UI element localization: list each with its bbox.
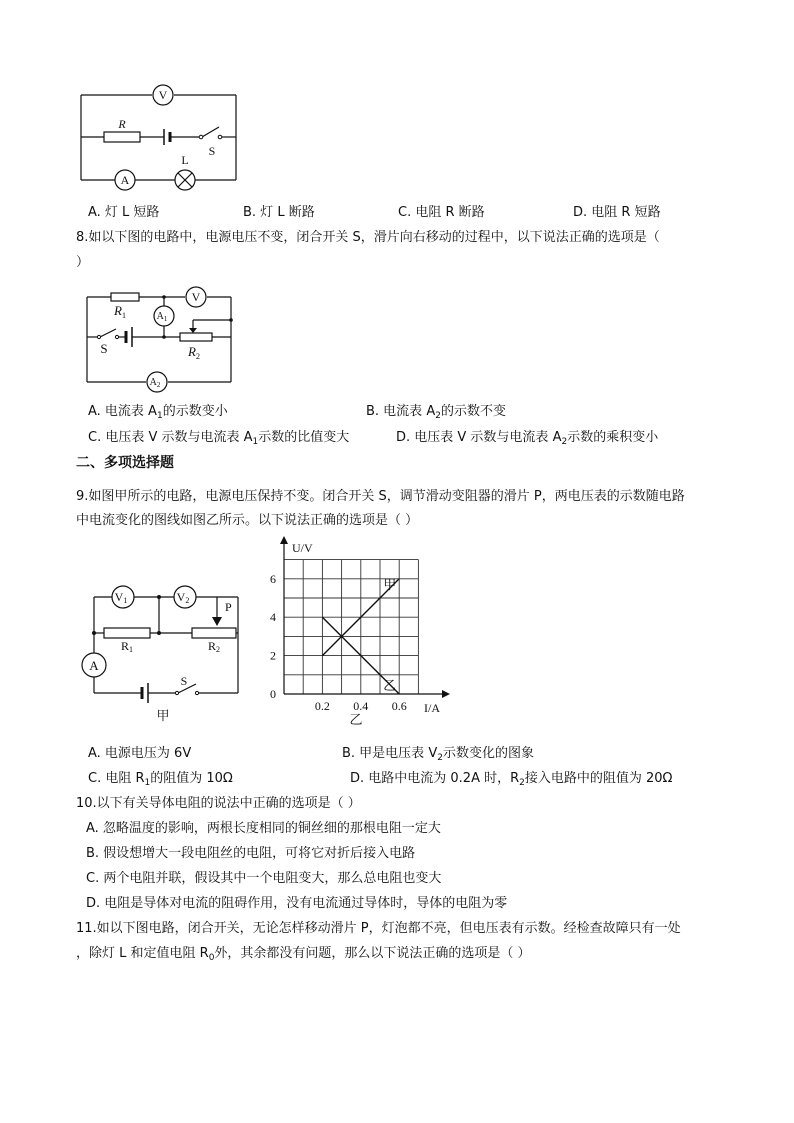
q9-option-a: A. 电源电压为 6V: [88, 746, 192, 761]
q10-stem: 10.以下有关导体电阻的说法中正确的选项是（ ）: [76, 796, 361, 811]
q8-voltmeter-label: V: [191, 290, 201, 304]
q8-switch-label: S: [100, 341, 108, 356]
chart-caption: 乙: [349, 713, 363, 728]
y-axis-arrow: [280, 536, 288, 544]
q8-r2-label: $R_2$: [188, 344, 200, 361]
q9-graph: [270, 536, 450, 728]
q11-stem-line1: 11.如以下图电路，闭合开关，无论怎样移动滑片 P，灯泡都不亮，但电压表有示数。经检查故障只有一处: [76, 921, 681, 936]
q9-circuit-caption: 甲: [156, 709, 170, 724]
q9-ammeter-label: A: [89, 658, 99, 673]
x-tick-label: 0.4: [353, 699, 369, 713]
q9-stem-line2: 中电流变化的图线如图乙所示。以下说法正确的选项是（ ）: [76, 513, 419, 528]
q7-option-b: B. 灯 L 断路: [243, 205, 315, 220]
q10-option-a: A. 忽略温度的影响，两根长度相同的铜丝细的那根电阻一定大: [86, 821, 441, 836]
q9-stem-line1: 9.如图甲所示的电路，电源电压保持不变。闭合开关 S，调节滑动变阻器的滑片 P，两电压表的示数随电路: [76, 489, 685, 504]
q8-option-c: C. 电压表 V 示数与电流表 $A_1$示数的比值变大: [88, 430, 350, 447]
y-tick-label: 2: [270, 648, 276, 663]
q9-option-d: D. 电路中电流为 0.2A 时，$R_2$接入电路中的阻值为 20Ω: [350, 771, 673, 788]
q8-stem-line1: 8.如以下图的电路中，电源电压不变，闭合开关 S，滑片向右移动的过程中，以下说法正确的选项是（: [76, 230, 660, 245]
x-axis-arrow: [442, 690, 450, 698]
q8-option-b: B. 电流表 $A_2$的示数不变: [366, 404, 506, 421]
x-tick-label: 0.2: [314, 699, 330, 713]
q7-voltmeter-label: V: [158, 88, 168, 102]
q8-stem-line2: ）: [76, 255, 90, 270]
series-label-yi: 乙: [383, 679, 397, 694]
q8-option-a: A. 电流表 $A_1$的示数变小: [88, 404, 228, 421]
y-axis-label: U/V: [292, 541, 313, 555]
q7-lamp-label: L: [181, 153, 189, 167]
y-tick-label: 0: [270, 687, 276, 701]
q7-resistor-label: R: [118, 117, 126, 131]
q10-option-d: D. 电阻是导体对电流的阻碍作用，没有电流通过导体时，导体的电阻为零: [86, 896, 508, 911]
q10-option-b: B. 假设想增大一段电阻丝的电阻，可将它对折后接入电路: [86, 846, 416, 861]
q9-switch-label: S: [180, 674, 188, 688]
q7-option-a: A. 灯 L 短路: [88, 205, 160, 220]
q9-r1-label: R1: [120, 639, 134, 654]
q9-slider-label: P: [225, 600, 232, 614]
q9-option-c: C. 电阻 $R_1$的阻值为 10Ω: [88, 771, 233, 788]
y-tick-label: 4: [270, 610, 276, 625]
section-title: 二、多项选择题: [76, 455, 174, 471]
q7-ammeter-label: A: [120, 173, 130, 187]
q10-option-c: C. 两个电阻并联，假设其中一个电阻变大，那么总电阻也变大: [86, 871, 442, 886]
q8-option-d: D. 电压表 V 示数与电流表 $A_2$示数的乘积变小: [396, 430, 659, 447]
q9-r2-label: R2: [207, 639, 221, 654]
q7-switch-label: S: [208, 144, 216, 158]
q7-option-d: D. 电阻 R 短路: [573, 205, 661, 220]
q9-option-b: B. 甲是电压表 $V_2$示数变化的图象: [342, 746, 534, 763]
q9-v2-label: V2: [176, 590, 190, 605]
q8-a2-label: $A_2$: [149, 377, 161, 389]
y-tick-label: 6: [270, 571, 276, 586]
q11-stem-line2: ，除灯 L 和定值电阻 $R_0$外，其余都没有问题，那么以下说法正确的选项是（ ）: [76, 946, 531, 963]
q8-r1-label: $R_1$: [114, 303, 126, 320]
q9-v1-label: V1: [114, 590, 128, 605]
x-tick-label: 0.6: [391, 699, 407, 713]
q8-a1-label: $A_1$: [156, 311, 168, 323]
x-axis-label: I/A: [424, 701, 440, 715]
q7-option-c: C. 电阻 R 断路: [398, 205, 485, 220]
series-label-jia: 甲: [383, 577, 397, 593]
